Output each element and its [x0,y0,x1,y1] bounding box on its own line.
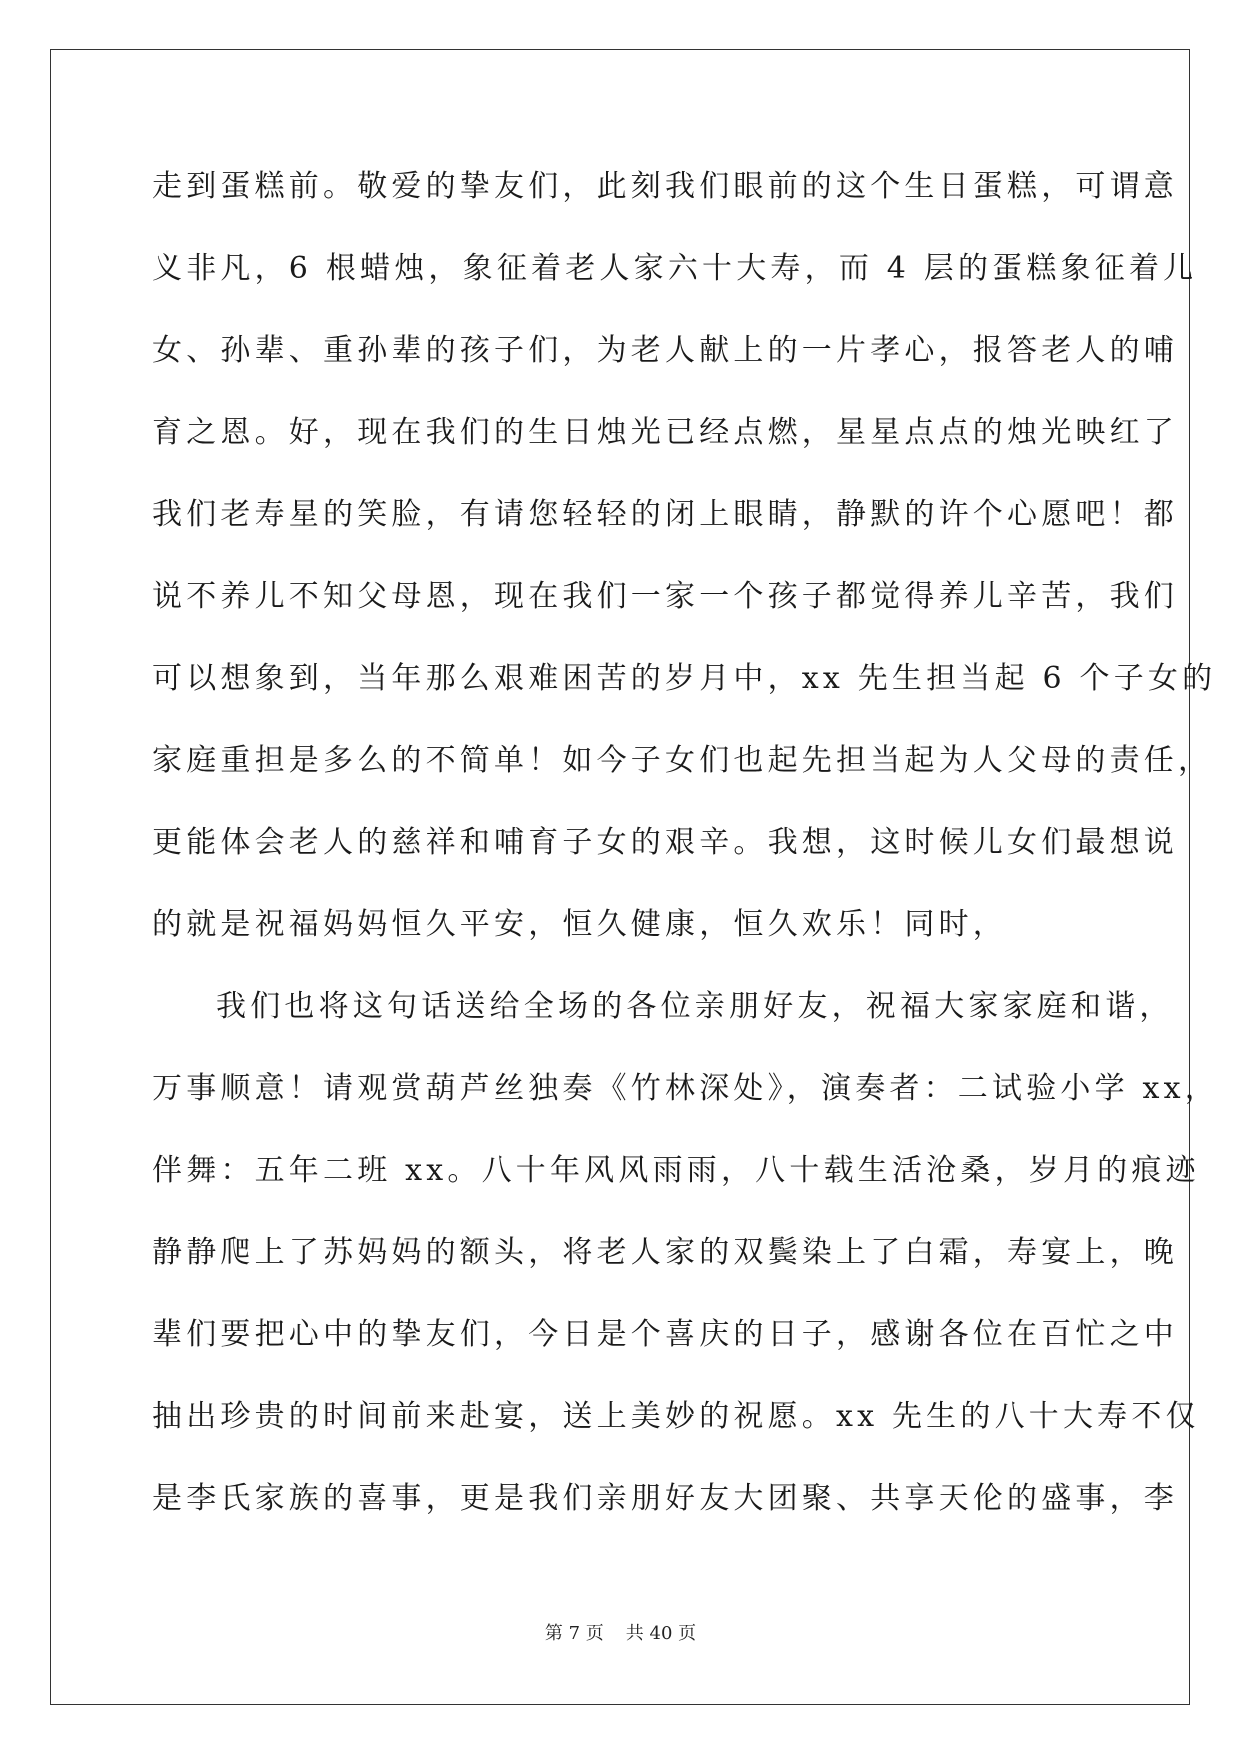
text-line: 走到蛋糕前。敬爱的挚友们，此刻我们眼前的这个生日蛋糕，可谓意 [152,169,1178,204]
text-line: 说不养儿不知父母恩，现在我们一家一个孩子都觉得养儿辛苦，我们 [152,579,1178,614]
text-line: 万事顺意！请观赏葫芦丝独奏《竹林深处》，演奏者：二试验小学 xx， [152,1071,1219,1106]
text-line: 伴舞：五年二班 xx。八十年风风雨雨，八十载生活沧桑，岁月的痕迹 [152,1153,1200,1188]
text-line: 家庭重担是多么的不简单！如今子女们也起先担当起为人父母的责任， [152,743,1213,778]
text-line: 育之恩。好，现在我们的生日烛光已经点燃，星星点点的烛光映红了 [152,415,1178,450]
text-line: 可以想象到，当年那么艰难困苦的岁月中，xx 先生担当起 6 个子女的 [152,661,1217,696]
text-line: 是李氏家族的喜事，更是我们亲朋好友大团聚、共享天伦的盛事，李 [152,1481,1178,1516]
text-line: 辈们要把心中的挚友们，今日是个喜庆的日子，感谢各位在百忙之中 [152,1317,1178,1352]
document-body [152,163,1219,1557]
text-line: 静静爬上了苏妈妈的额头，将老人家的双鬓染上了白霜，寿宴上，晚 [152,1235,1178,1270]
text-line: 更能体会老人的慈祥和哺育子女的艰辛。我想，这时候儿女们最想说 [152,825,1178,860]
page-footer [0,1622,1241,1646]
text-line: 女、孙辈、重孙辈的孩子们，为老人献上的一片孝心，报答老人的哺 [152,333,1178,368]
paragraph-first-line: 我们也将这句话送给全场的各位亲朋好友，祝福大家家庭和谐， [216,989,1174,1024]
page-number: 第 7 页 [544,1623,604,1644]
text-line: 抽出珍贵的时间前来赴宴，送上美妙的祝愿。xx 先生的八十大寿不仅 [152,1399,1200,1434]
text-line: 我们老寿星的笑脸，有请您轻轻的闭上眼睛，静默的许个心愿吧！都 [152,497,1178,532]
page-total: 共 40 页 [625,1623,697,1644]
text-line: 义非凡，6 根蜡烛，象征着老人家六十大寿，而 4 层的蛋糕象征着儿 [152,251,1198,286]
text-line: 的就是祝福妈妈恒久平安，恒久健康，恒久欢乐！同时， [152,907,1007,942]
